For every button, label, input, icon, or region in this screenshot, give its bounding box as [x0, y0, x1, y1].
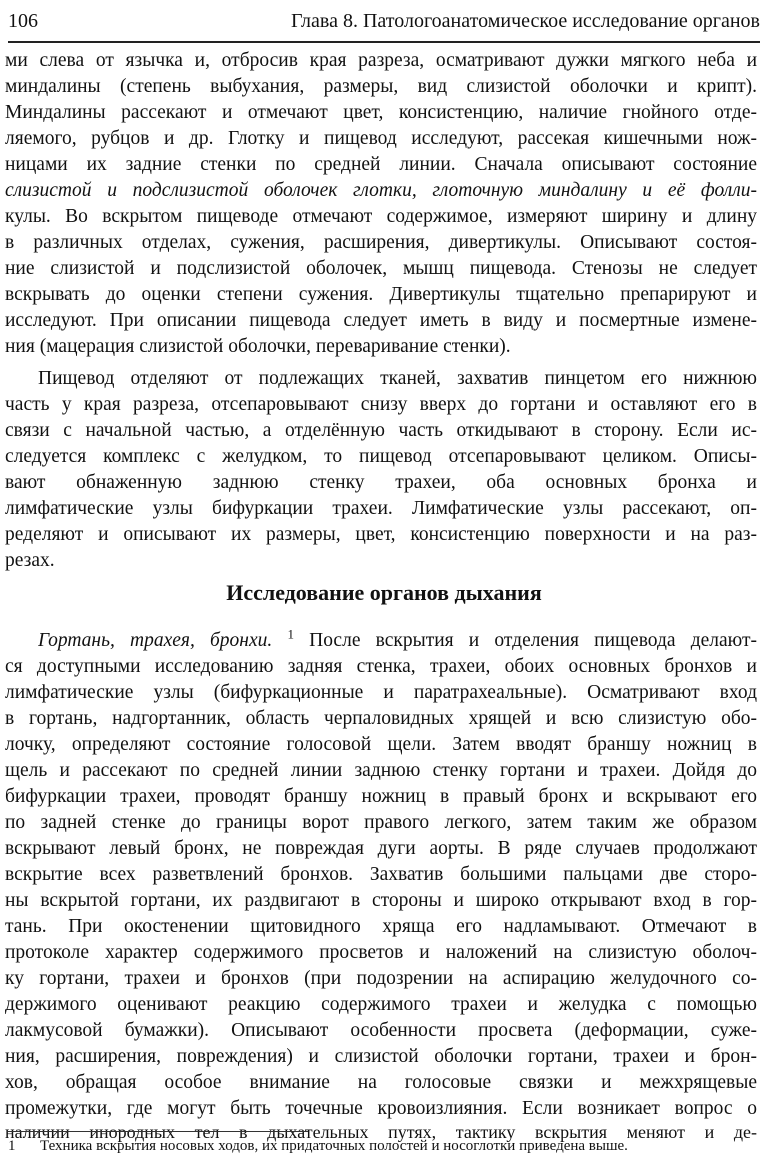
footnote-rule — [8, 1131, 308, 1132]
text-line: держимого оценивают реакцию содержимого трахеи и желудка с помощью — [5, 994, 757, 1015]
text-line: хов, обращая особое внимание на голосовые связки и межхрящевые — [5, 1072, 757, 1093]
text-line: ми слева от язычка и, отбросив края разреза, осматривают дужки мягкого неба и — [5, 50, 757, 71]
text-line: миндалины (степень выбухания, размеры, вид слизистой оболочки и крипт). — [5, 76, 757, 97]
text-line: ния (мацерация слизистой оболочки, переваривание стенки). — [5, 336, 511, 357]
text-line: ние слизистой и подслизистой оболочек, мышц пищевода. Стенозы не следует — [5, 258, 757, 279]
text-line: исследуют. При описании пищевода следует иметь в виду и посмертные измене- — [5, 310, 757, 331]
text-line: щель и рассекают по средней линии заднюю стенку гортани и трахеи. Дойдя до — [5, 760, 757, 781]
text-line: протоколе характер содержимого просветов и наложений на слизистую оболоч- — [5, 942, 757, 963]
footnote-number: 1 — [8, 1138, 16, 1154]
text-line-first — [38, 628, 757, 654]
text-line: ку гортани, трахеи и бронхов (при подозрении на аспирацию желудочного со- — [5, 968, 757, 989]
text-line: бифуркации трахеи, проводят браншу ножниц в правый бронх и вскрывают его — [5, 786, 757, 807]
text-line: вают обнаженную заднюю стенку трахеи, оба основных бронха и — [5, 472, 757, 493]
footnote-mark: 1 — [287, 628, 294, 642]
text-line: лакмусовой бумажки). Описывают особенности просвета (деформации, суже- — [5, 1020, 757, 1041]
text-line: наличии инородных тел в дыхательных путях, тактику вскрытия меняют и де- — [5, 1122, 757, 1142]
text-line: лимфатические узлы (бифуркационные и паратрахеальные). Осматривают вход — [5, 682, 757, 703]
chapter-title: Глава 8. Патологоанатомическое исследование органов — [291, 10, 760, 32]
text-line: лимфатические узлы бифуркации трахеи. Лимфатические узлы рассекают, оп- — [5, 498, 757, 519]
text-line: ределяют и описывают их размеры, цвет, консистенцию поверхности и на раз- — [5, 524, 757, 545]
text-line: часть у края разреза, отсепаровывают снизу вверх до гортани и оставляют его в — [5, 394, 757, 415]
text-line: ния, расширения, повреждения) и слизистой оболочки гортани, трахеи и брон- — [5, 1046, 757, 1067]
footnote — [8, 1135, 760, 1157]
text-line: ляемого, рубцов и др. Глотку и пищевод исследуют, рассекая кишечными нож- — [5, 128, 757, 149]
text-line: промежутки, где могут быть точечные кровоизлияния. Если возникает вопрос о — [5, 1098, 757, 1119]
text-line: вскрывают левый бронх, не повреждая дуги аорты. В ряде случаев продолжают — [5, 838, 757, 859]
text-line: ны вскрытой гортани, их раздвигают в стороны и широко открывают вход в гор- — [5, 890, 757, 911]
text-line-italic: слизистой и подслизистой оболочек глотки, глоточную миндалину и её фолли- — [5, 180, 757, 201]
text-line: в гортань, надгортанник, область черпаловидных хрящей и всю слизистую обо- — [5, 708, 757, 729]
text-line: кулы. Во вскрытом пищеводе отмечают содержимое, измеряют ширину и длину — [5, 206, 757, 227]
text-line: следуется комплекс с желудком, то пищевод отсепаровывают целиком. Описы- — [5, 446, 757, 467]
text-line: в различных отделах, сужения, расширения, дивертикулы. Описывают состоя- — [5, 232, 757, 253]
text-line: вскрытие всех разветвлений бронхов. Захватив большими пальцами две сторо- — [5, 864, 757, 885]
text-line: по задней стенке до границы ворот правого легкого, затем таким же образом — [5, 812, 757, 833]
text-line: резах. — [5, 550, 55, 571]
text-line: Миндалины рассекают и отмечают цвет, консистенцию, наличие гнойного отде- — [5, 102, 757, 123]
header-rule — [8, 41, 760, 43]
section-heading: Исследование органов дыхания — [226, 580, 542, 605]
page-number: 106 — [8, 10, 38, 32]
text-line: ницами их задние стенки по средней линии. Сначала описывают состояние — [5, 154, 757, 175]
footnote-text: Техника вскрытия носовых ходов, их придаточных полостей и носоглотки приведена выше. — [40, 1138, 628, 1154]
text-line: тань. При окостенении щитовидного хряща его надламывают. Отмечают в — [5, 916, 757, 937]
text-line: Пищевод отделяют от подлежащих тканей, захватив пинцетом его нижнюю — [38, 368, 757, 389]
first-line-rest: После вскрытия и отделения пищевода делают- — [309, 630, 757, 651]
text-line: связи с начальной частью, а отделённую часть откидывают в сторону. Если ис- — [5, 420, 757, 441]
text-line: вскрывать до оценки степени сужения. Дивертикулы тщательно препарируют и — [5, 284, 757, 305]
lead-italic: Гортань, трахея, бронхи. — [38, 630, 273, 651]
text-line: лочку, определяют состояние голосовой щели. Затем вводят браншу ножниц в — [5, 734, 757, 755]
running-header — [8, 6, 760, 36]
text-line: ся доступными исследованию задняя стенка, трахеи, обоих основных бронхов и — [5, 656, 757, 677]
